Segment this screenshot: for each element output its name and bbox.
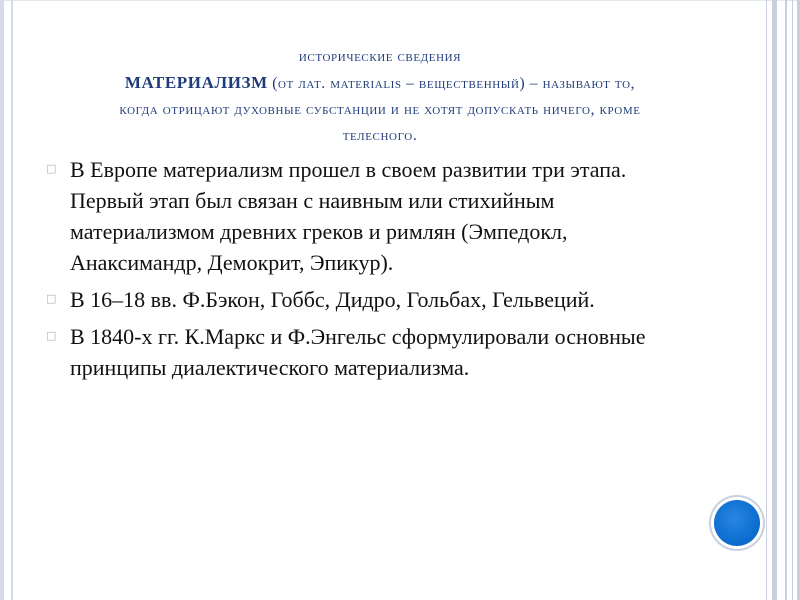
bullet-text: В Европе материализм прошел в своем развитии три этапа. Первый этап был связан с наивным или стихийным материализмом древних греков и римлян (Эмпедокл, Анаксимандр, Демокрит, Эпикур). <box>70 157 627 275</box>
title-keyword: МАТЕРИАЛИЗМ <box>124 73 268 92</box>
bullet-item <box>46 284 696 315</box>
title-definition-line1: (от лат. materialis – вещественный) – называют то, <box>267 75 636 92</box>
frame-left-line <box>0 0 4 600</box>
slide-title <box>40 44 720 149</box>
bullet-item <box>46 321 696 383</box>
hollow-square-bullet-icon: □ <box>46 162 57 175</box>
frame-right-line <box>792 0 793 600</box>
frame-right-line <box>766 0 767 600</box>
slide-subtitle: исторические сведения <box>298 49 462 65</box>
title-definition <box>40 70 720 97</box>
decorative-circle-icon <box>714 500 760 546</box>
hollow-square-bullet-icon: □ <box>46 292 57 305</box>
bullet-list <box>46 154 696 389</box>
title-definition-line2: когда отрицают духовные субстанции и не хотят допускать ничего, кроме <box>119 101 641 118</box>
hollow-square-bullet-icon: □ <box>46 329 57 342</box>
bullet-text: В 16–18 вв. Ф.Бэкон, Гоббс, Дидро, Гольбах, Гельвеций. <box>70 287 595 312</box>
frame-right-line <box>785 0 787 600</box>
frame-right-line <box>772 0 777 600</box>
title-definition-line3: телесного. <box>342 127 418 144</box>
bullet-text: В 1840-х гг. К.Маркс и Ф.Энгельс сформулировали основные принципы диалектического материализма. <box>70 324 646 380</box>
frame-left-inner-line <box>11 0 13 600</box>
frame-top-line <box>0 0 800 1</box>
bullet-item <box>46 154 696 278</box>
